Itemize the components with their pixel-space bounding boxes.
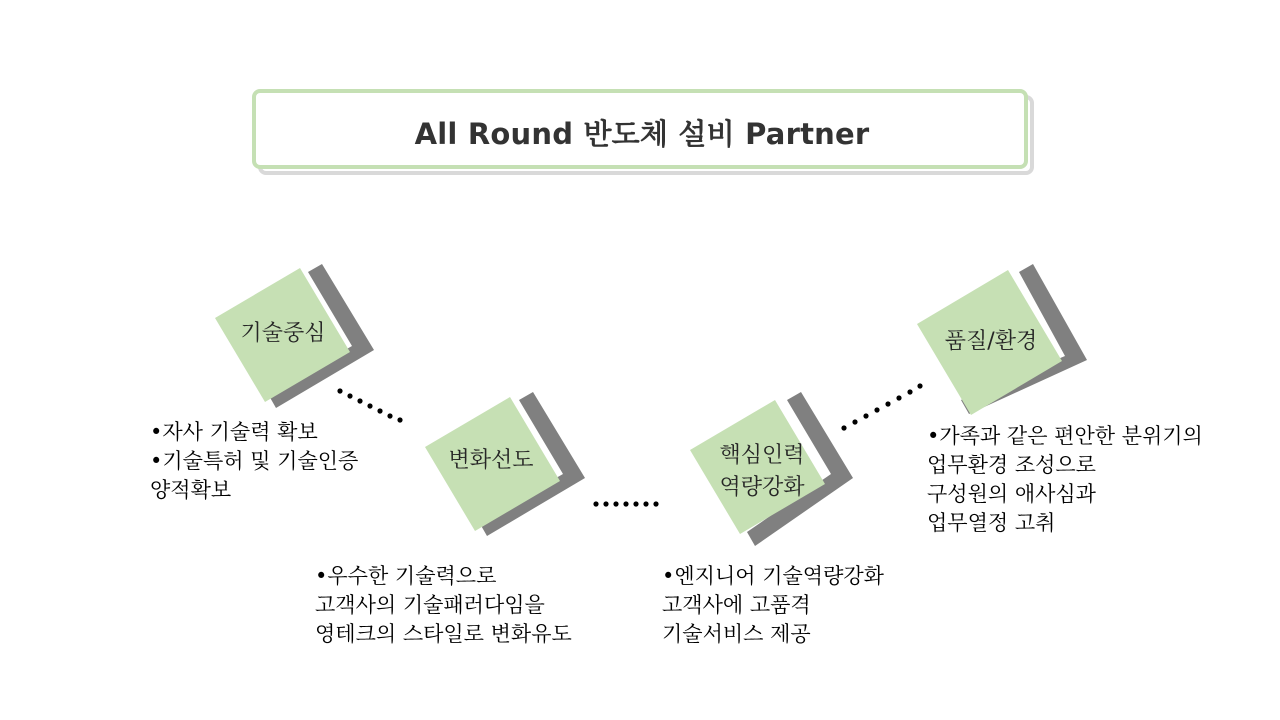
step-label-tech: 기술중심	[240, 321, 326, 346]
dotted-connector	[841, 383, 922, 430]
description-line: 업무환경 조성으로	[927, 453, 1096, 477]
description-line: 영테크의 스타일로 변화유도	[315, 622, 572, 646]
description-line: 고객사의 기술패러다임을	[315, 593, 545, 617]
step-description-change	[315, 562, 572, 649]
step-label-change: 변화선도	[448, 448, 534, 473]
description-line: 구성원의 애사심과	[927, 482, 1096, 506]
description-line: •기술특허 및 기술인증	[150, 449, 359, 473]
description-line: •우수한 기술력으로	[315, 564, 497, 588]
description-line: •엔지니어 기술역량강화	[662, 564, 884, 588]
description-line: 업무열정 고취	[927, 511, 1056, 535]
description-line: •자사 기술력 확보	[150, 420, 318, 444]
step-description-quality	[927, 422, 1203, 538]
description-line: 양적확보	[150, 478, 232, 502]
description-line: •가족과 같은 편안한 분위기의	[927, 424, 1203, 448]
step-label-talent-line: 역량강화	[719, 475, 805, 500]
step-description-tech	[150, 418, 358, 505]
step-label-quality: 품질/환경	[944, 329, 1038, 354]
dotted-connector	[593, 501, 658, 506]
step-label-talent	[677, 440, 847, 504]
page-title: All Round 반도체 설비 Partner	[414, 116, 870, 151]
description-line: 기술서비스 제공	[662, 622, 811, 646]
step-description-talent	[662, 562, 884, 649]
step-label-talent-line: 핵심인력	[719, 443, 805, 468]
description-line: 고객사에 고품격	[662, 593, 811, 617]
